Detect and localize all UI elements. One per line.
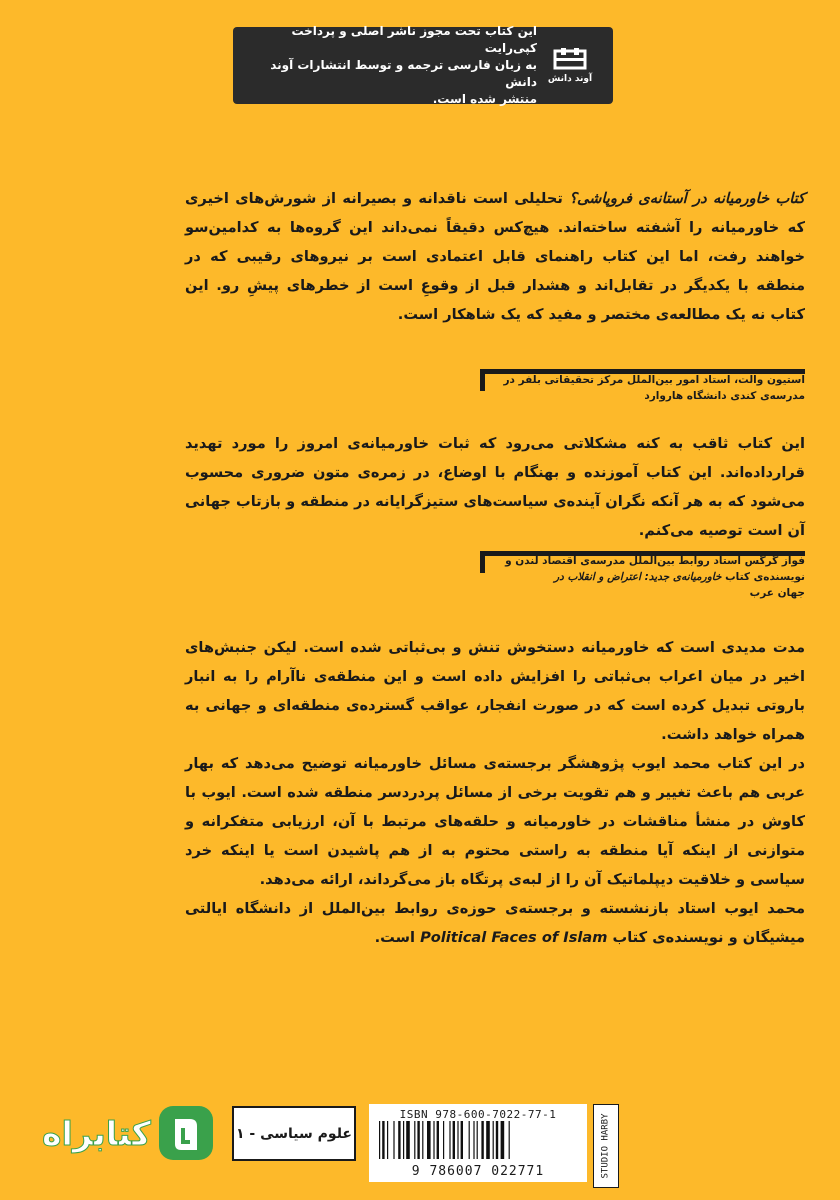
- publisher-notice-line: منتشر شده است.: [432, 92, 537, 106]
- barcode-bar: [473, 1121, 474, 1159]
- attribution-line: فواز گرگس استاد روابط بین‌الملل مدرسه‌ی اقتصاد لندن و: [505, 555, 805, 567]
- ketabrah-logo[interactable]: [42, 1102, 217, 1164]
- attribution-line: [373, 569, 805, 585]
- publisher-notice-line: به زبان فارسی ترجمه و توسط انتشارات آوند دانش: [270, 58, 537, 89]
- studio-label-box: [593, 1104, 619, 1188]
- barcode-bar: [433, 1121, 434, 1159]
- review-quote-1: [185, 184, 805, 329]
- logo-name: آوند دانش: [547, 73, 593, 84]
- barcode-bar: [496, 1121, 498, 1159]
- review-text: تحلیلی است ناقدانه و بصیرانه از شورش‌های اخیری که خاورمیانه را آشفته ساخته‌اند. هیچ‌کس دقیقاً نمی‌داند این گروه‌ها به کدامین‌سو خواهند رفت، اما این کتاب راهنمای قابل اعتمادی است بر نیروهای رقیبی که در منطقه با یکدیگر در تقابل‌اند و هشدار قبل از وقوعِ است از خطرهای پیشِ رو. این کتاب نه یک مطالعه‌ی مختصر و مفید که یک شاهکار است.: [185, 190, 805, 323]
- description-text: محمد ایوب استاد بازنشسته و برجسته‌ی حوزه‌ی روابط بین‌الملل از دانشگاه ایالتی میشیگان و نویسنده‌ی کتاب: [185, 900, 805, 946]
- book-title-italic: کتاب خاورمیانه در آستانه‌ی فروپاشی؟: [569, 190, 806, 207]
- isbn-barcode-box: [369, 1104, 587, 1182]
- isbn-label: ISBN 978-600-7022-77-1: [399, 1108, 557, 1121]
- barcode-bar: [427, 1121, 431, 1159]
- barcode-bar: [493, 1121, 494, 1159]
- attribution-line: مدرسه‌ی کندی دانشگاه هاروارد: [644, 390, 805, 402]
- barcode-bar: [379, 1121, 380, 1159]
- barcode-bar: [509, 1121, 510, 1159]
- book-logo-icon: [553, 48, 587, 70]
- description-paragraph: در این کتاب محمد ایوب پژوهشگر برجسته‌ی مسائل خاورمیانه توضیح می‌دهد که بهار عربی هم باعث تغییر و هم تقویت برخی از مسائل پردردسر منطقه شده است. ایوب با کاوش در منشأ مناقشات در خاورمیانه و حلقه‌های مرتبط با آن، ارزیابی متفکرانه و متوازنی از اینکه آیا منطقه به راستی محتوم به از هم پاشیدن است یا اینکه خرد سیاسی و خلاقیت دیپلماتیک آن را از لبه‌ی پرتگاه باز می‌گرداند، ارائه می‌دهد.: [185, 755, 805, 888]
- barcode-bar: [403, 1121, 404, 1159]
- barcode-bar: [382, 1121, 384, 1159]
- barcode-bar: [477, 1121, 478, 1159]
- subject-label: علوم سیاسی - ۱: [236, 1125, 352, 1142]
- attribution-line: جهان عرب: [749, 587, 805, 599]
- barcode-graphic: [375, 1121, 581, 1159]
- review-attribution-2: [373, 553, 805, 601]
- barcode-bar: [501, 1121, 505, 1159]
- publisher-notice-line: این کتاب تحت مجوز ناشر اصلی و پرداخت کپی‌رایت: [291, 24, 537, 55]
- description-paragraph: [185, 894, 805, 952]
- barcode-number: 9 786007 022771: [411, 1164, 545, 1179]
- book-title-italic: خاورمیانه‌ی جدید: اعتراض و انقلاب در: [554, 571, 722, 583]
- review-quote-2: [185, 429, 805, 545]
- barcode-bar: [461, 1121, 463, 1159]
- barcode-bar: [414, 1121, 415, 1159]
- barcode-bar: [443, 1121, 444, 1159]
- description-text: است.: [374, 929, 421, 946]
- barcode-bar: [406, 1121, 410, 1159]
- barcode-bar: [387, 1121, 388, 1159]
- studio-label: STUDIO HARBY: [601, 1113, 611, 1179]
- ketabrah-label: کتابراه: [42, 1113, 151, 1153]
- book-description: [185, 633, 805, 952]
- barcode-bar: [469, 1121, 470, 1159]
- publisher-logo: [541, 48, 599, 84]
- publisher-notice-box: [233, 24, 613, 106]
- barcode-bar: [481, 1121, 483, 1159]
- barcode-bar: [457, 1121, 458, 1159]
- ketabrah-icon: [157, 1104, 215, 1162]
- barcode-bar: [437, 1121, 439, 1159]
- subject-label-box: [232, 1106, 356, 1161]
- attribution-text: نویسنده‌ی کتاب: [721, 571, 805, 583]
- attribution-line: استیون والت، استاد امور بین‌الملل مرکز تحقیقاتی بلفر در: [503, 374, 805, 386]
- review-attribution-1: [373, 372, 805, 404]
- barcode-bar: [453, 1121, 455, 1159]
- publisher-notice-text: [247, 23, 537, 108]
- barcode-bar: [393, 1121, 394, 1159]
- description-paragraph: مدت مدیدی است که خاورمیانه دستخوش تنش و بی‌ثباتی شده است. لیکن جنبش‌های اخیر در میان اعراب بی‌ثباتی را افزایش داده است و این منطقه‌ی ناآرام را به انبار باروتی تبدیل کرده است که در صورت انفجار، عواقب گسترده‌ی منطقه‌ای و جهانی به همراه خواهد داشت.: [185, 639, 805, 743]
- barcode-bar: [417, 1121, 419, 1159]
- barcode-bar: [398, 1121, 400, 1159]
- barcode-bar: [422, 1121, 423, 1159]
- book-title-latin: Political Faces of Islam: [420, 929, 608, 946]
- barcode-bar: [486, 1121, 490, 1159]
- review-text: این کتاب ثاقب به کنه مشکلاتی می‌رود که ثبات خاورمیانه‌ی امروز را مورد تهدید قرارداده‌اند. این کتاب آموزنده و بهنگام با اوضاع، در زمره‌ی متون ضروری محسوب می‌شود که به هر آنکه نگران آینده‌ی سیاست‌های ستیزگرایانه در منطقه و بازتاب جهانی آن است توصیه می‌کنم.: [185, 435, 805, 539]
- barcode-bar: [449, 1121, 450, 1159]
